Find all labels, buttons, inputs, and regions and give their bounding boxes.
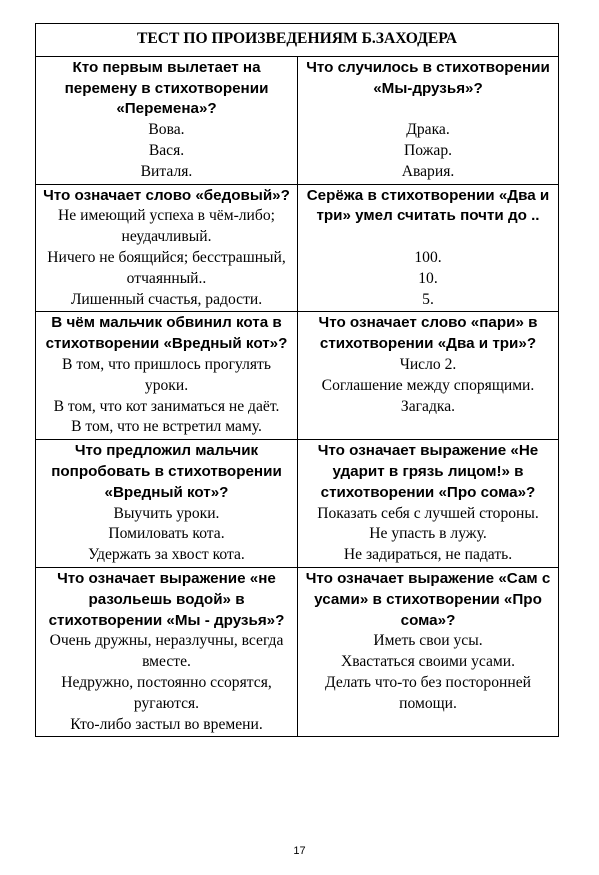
answer-option: Недружно, постоянно ссорятся, ругаются.: [61, 673, 272, 712]
title-row: [36, 24, 559, 57]
answer-option: Лишенный счастья, радости.: [70, 290, 263, 308]
question-text: Кто первым вылетает на перемену в стихотворении «Перемена»?: [64, 58, 269, 118]
question-row: [36, 567, 559, 736]
answer-option: Делать что-то без посторонней помощи.: [325, 673, 531, 712]
question-cell: [298, 184, 559, 312]
question-cell: [36, 312, 298, 440]
question-cell: [36, 184, 298, 312]
question-row: [36, 312, 559, 440]
question-row: [36, 184, 559, 312]
answer-option: Авария.: [401, 162, 455, 180]
answer-option: Показать себя с лучшей стороны.: [317, 504, 539, 522]
answer-option: Не упасть в лужу.: [369, 525, 487, 543]
question-text: Что означает слово «бедовый»?: [43, 186, 290, 204]
question-text: В чём мальчик обвинил кота в стихотворении «Вредный кот»?: [45, 314, 288, 353]
answer-option: Не имеющий успеха в чём-либо; неудачливый.: [58, 207, 275, 246]
answer-option: Вася.: [148, 141, 185, 159]
answer-option: Число 2.: [399, 355, 457, 373]
answer-option: Ничего не боящийся; бесстрашный, отчаянный..: [47, 248, 286, 287]
question-row: [36, 440, 559, 568]
answer-option: 5.: [422, 290, 434, 308]
answer-option: Виталя.: [140, 162, 193, 180]
answer-option: 100.: [414, 248, 442, 266]
question-cell: [298, 440, 559, 568]
answer-option: Очень дружны, неразлучны, всегда вместе.: [49, 632, 284, 671]
page-number: 17: [293, 845, 306, 857]
answer-option: В том, что не встретил маму.: [71, 418, 262, 436]
question-row: [36, 56, 559, 184]
answer-option: Хвастаться своими усами.: [340, 653, 516, 671]
question-text: Серёжа в стихотворении «Два и три» умел считать почти до ..: [306, 186, 550, 225]
question-cell: [298, 312, 559, 440]
question-text: Что означает выражение «не разольешь водой» в стихотворении «Мы - друзья»?: [48, 569, 285, 629]
answer-option: Пожар.: [403, 141, 453, 159]
answer-option: Драка.: [406, 121, 450, 139]
question-cell: [298, 567, 559, 736]
question-cell: [36, 440, 298, 568]
answer-option: Выучить уроки.: [113, 504, 220, 522]
quiz-title: ТЕСТ ПО ПРОИЗВЕДЕНИЯМ Б.ЗАХОДЕРА: [36, 24, 559, 57]
answer-option: Иметь свои усы.: [373, 632, 483, 650]
answer-option: Вова.: [148, 121, 185, 139]
question-text: Что означает выражение «Сам с усами» в стихотворении «Про сома»?: [305, 569, 551, 629]
question-cell: [298, 56, 559, 184]
question-text: Что означает выражение «Не ударит в грязь лицом!» в стихотворении «Про сома»?: [317, 442, 539, 501]
quiz-table: [35, 23, 559, 737]
answer-option: Не задираться, не падать.: [343, 546, 513, 564]
question-text: Что означает слово «пари» в стихотворении «Два и три»?: [318, 314, 538, 353]
answer-option: Удержать за хвост кота.: [88, 546, 245, 564]
answer-option: Соглашение между спорящими.: [321, 376, 535, 394]
answer-option: Кто-либо застыл во времени.: [70, 715, 263, 733]
answer-option: Помиловать кота.: [108, 525, 225, 543]
question-cell: [36, 56, 298, 184]
question-text: Что случилось в стихотворении «Мы-друзья»?: [306, 58, 550, 97]
answer-option: В том, что кот заниматься не даёт.: [53, 397, 280, 415]
answer-option: Загадка.: [400, 397, 456, 415]
question-cell: [36, 567, 298, 736]
answer-option: В том, что пришлось прогулять уроки.: [62, 355, 271, 394]
answer-option: 10.: [418, 269, 438, 287]
question-text: Что предложил мальчик попробовать в стихотворении «Вредный кот»?: [51, 442, 282, 501]
